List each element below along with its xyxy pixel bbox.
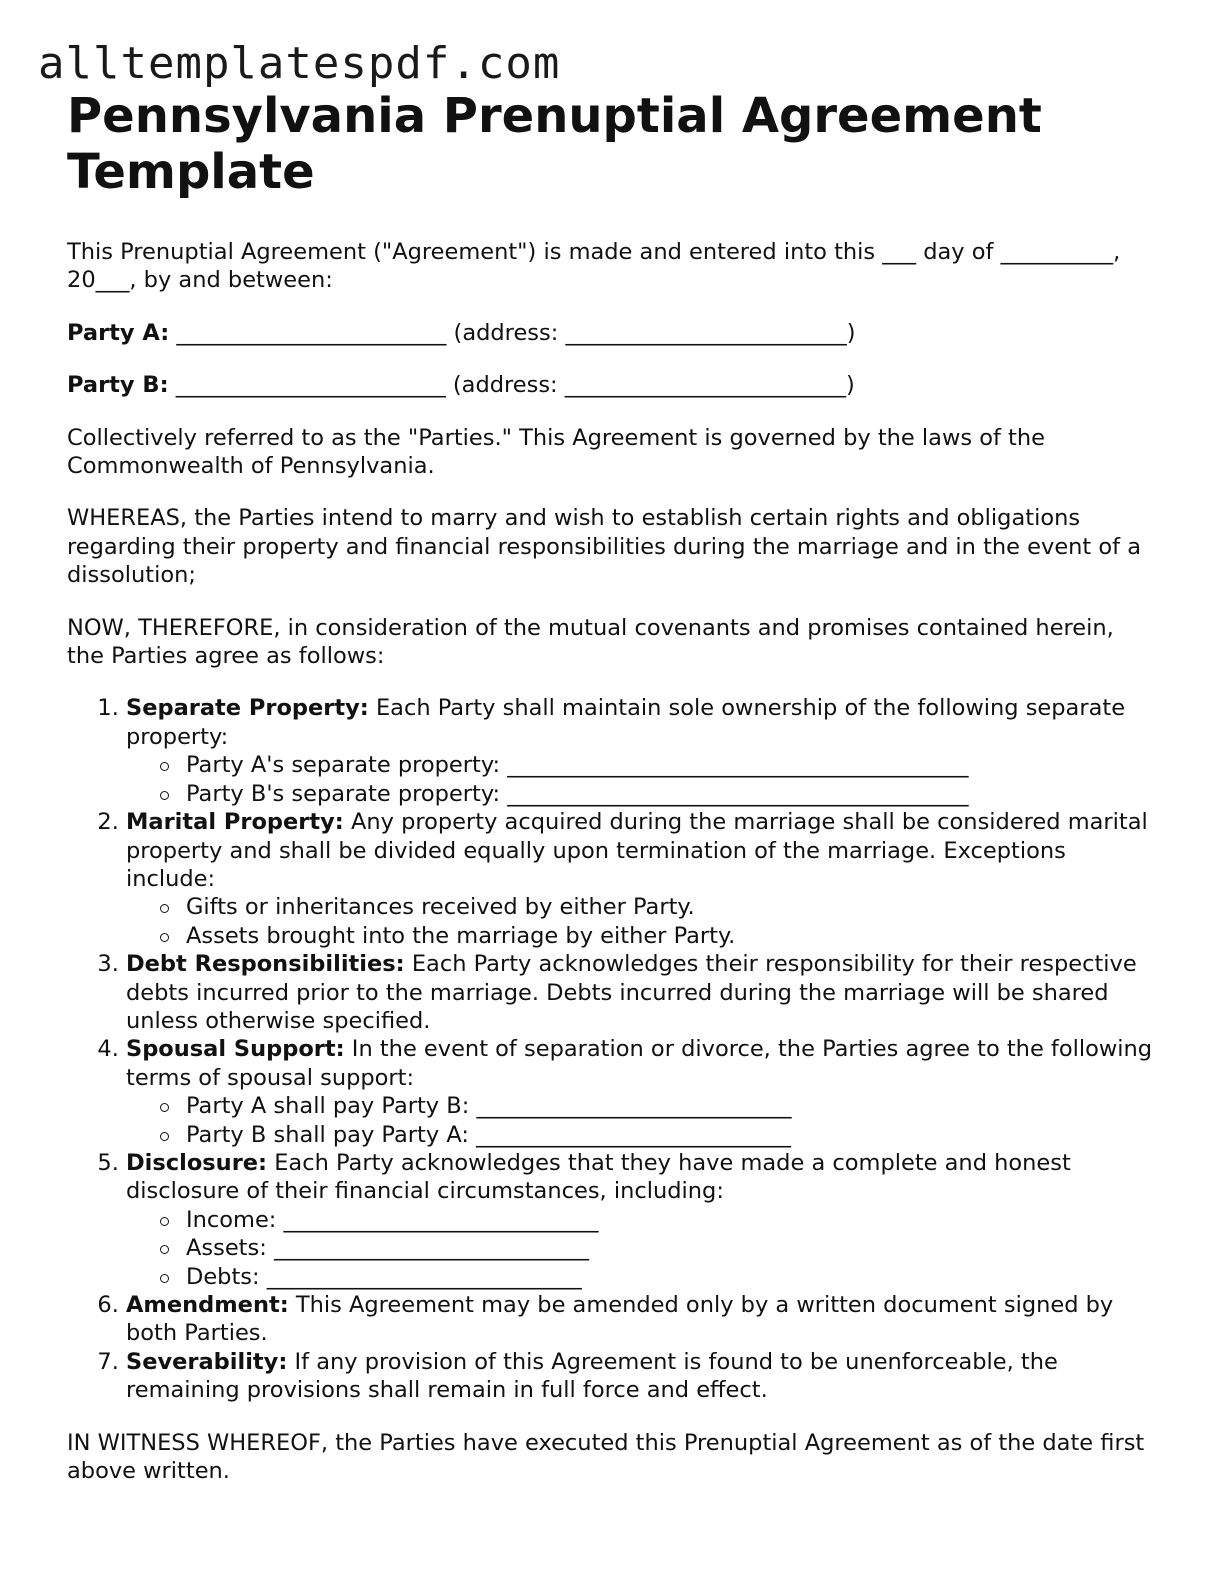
now-therefore-paragraph: NOW, THEREFORE, in consideration of the mutual covenants and promises contained herein, the Parties agree as follows: — [67, 614, 1114, 670]
clause-text: Each Party acknowledges that they have made a complete and honest disclosure of their financial circumstances, including: — [126, 1149, 1071, 1205]
sub-item-text: Party B's separate property: _________________________________________ — [186, 780, 969, 807]
sub-item-text: Gifts or inheritances received by either Party. — [186, 894, 695, 921]
intro-paragraph: This Prenuptial Agreement ("Agreement") is made and entered into this ___ day of __________, 20___, by and between: — [67, 239, 1121, 294]
sub-item — [186, 780, 1157, 808]
watermark: alltemplatespdf.com — [38, 38, 561, 89]
sub-item-text: Party A shall pay Party B: ____________________________ — [186, 1093, 792, 1120]
party-a-label: Party A: — [67, 319, 170, 346]
sub-item — [186, 1121, 1157, 1149]
clause-text: If any provision of this Agreement is found to be unenforceable, the remaining provisions shall remain in full force and effect. — [126, 1348, 1058, 1404]
clause-disclosure — [126, 1149, 1157, 1291]
clause-heading: Disclosure: — [126, 1149, 268, 1176]
sub-list — [126, 893, 1157, 950]
sub-item — [186, 1092, 1157, 1120]
clause-heading: Severability: — [126, 1348, 288, 1375]
clause-text: Each Party acknowledges their responsibility for their respective debts incurred prior to the marriage. Debts incurred during the marriage will be shared unless otherwise specified. — [126, 951, 1137, 1034]
clause-spousal-support — [126, 1035, 1157, 1149]
clause-marital-property — [126, 808, 1157, 950]
party-b-label: Party B: — [67, 372, 169, 399]
circle-bullet-icon — [160, 1217, 169, 1226]
collectively-paragraph: Collectively referred to as the "Parties." This Agreement is governed by the laws of the Commonwealth of Pennsylvania. — [67, 424, 1045, 480]
circle-bullet-icon — [160, 1103, 169, 1112]
party-b-blank: ________________________ (address: _________________________) — [168, 372, 855, 399]
circle-bullet-icon — [160, 1245, 169, 1254]
whereas-paragraph: WHEREAS, the Parties intend to marry and wish to establish certain rights and obligations regarding their property and financial responsibilities during the marriage and in the event of a dissolution; — [67, 505, 1142, 589]
sub-item-text: Income: ____________________________ — [186, 1206, 599, 1233]
clause-text: Each Party shall maintain sole ownership of the following separate property: — [126, 695, 1126, 750]
sub-item-text: Debts: ____________________________ — [186, 1263, 582, 1290]
document-body — [67, 88, 1157, 1509]
clause-text: Any property acquired during the marriage shall be considered marital property and shall be divided equally upon termination of the marriage. Exceptions include: — [126, 809, 1148, 892]
circle-bullet-icon — [160, 1274, 169, 1283]
clause-heading: Marital Property: — [126, 809, 344, 836]
circle-bullet-icon — [160, 762, 169, 771]
sub-item — [186, 1263, 1157, 1291]
sub-list — [126, 751, 1157, 808]
circle-bullet-icon — [160, 1132, 169, 1141]
clause-heading: Separate Property: — [126, 695, 369, 722]
clause-heading: Spousal Support: — [126, 1036, 345, 1063]
clause-separate-property — [126, 694, 1157, 808]
sub-item — [186, 922, 1157, 950]
circle-bullet-icon — [160, 904, 169, 913]
witness-paragraph: IN WITNESS WHEREOF, the Parties have executed this Prenuptial Agreement as of the date first above written. — [67, 1429, 1145, 1485]
clause-text: In the event of separation or divorce, the Parties agree to the following terms of spousal support: — [126, 1036, 1153, 1091]
sub-item-text: Assets brought into the marriage by either Party. — [186, 922, 736, 949]
clauses-list — [67, 694, 1157, 1404]
party-a-blank: ________________________ (address: _________________________) — [169, 319, 856, 346]
clause-heading: Debt Responsibilities: — [126, 951, 405, 978]
sub-list — [126, 1206, 1157, 1291]
sub-item-text: Party A's separate property: _________________________________________ — [186, 752, 969, 779]
circle-bullet-icon — [160, 933, 169, 942]
sub-item — [186, 1234, 1157, 1262]
sub-item-text: Party B shall pay Party A: ____________________________ — [186, 1121, 792, 1148]
sub-item — [186, 751, 1157, 779]
party-a-line — [67, 319, 1157, 347]
sub-list — [126, 1092, 1157, 1149]
clause-text: This Agreement may be amended only by a written document signed by both Parties. — [126, 1292, 1114, 1347]
sub-item — [186, 893, 1157, 921]
clause-debt-responsibilities — [126, 950, 1157, 1035]
sub-item — [186, 1206, 1157, 1234]
party-b-line — [67, 371, 1157, 399]
document-title: Pennsylvania Prenuptial Agreement Template — [67, 88, 1042, 200]
clause-heading: Amendment: — [126, 1292, 289, 1318]
circle-bullet-icon — [160, 791, 169, 800]
sub-item-text: Assets: ____________________________ — [186, 1235, 589, 1262]
clause-amendment — [126, 1291, 1157, 1348]
clause-severability — [126, 1348, 1157, 1405]
